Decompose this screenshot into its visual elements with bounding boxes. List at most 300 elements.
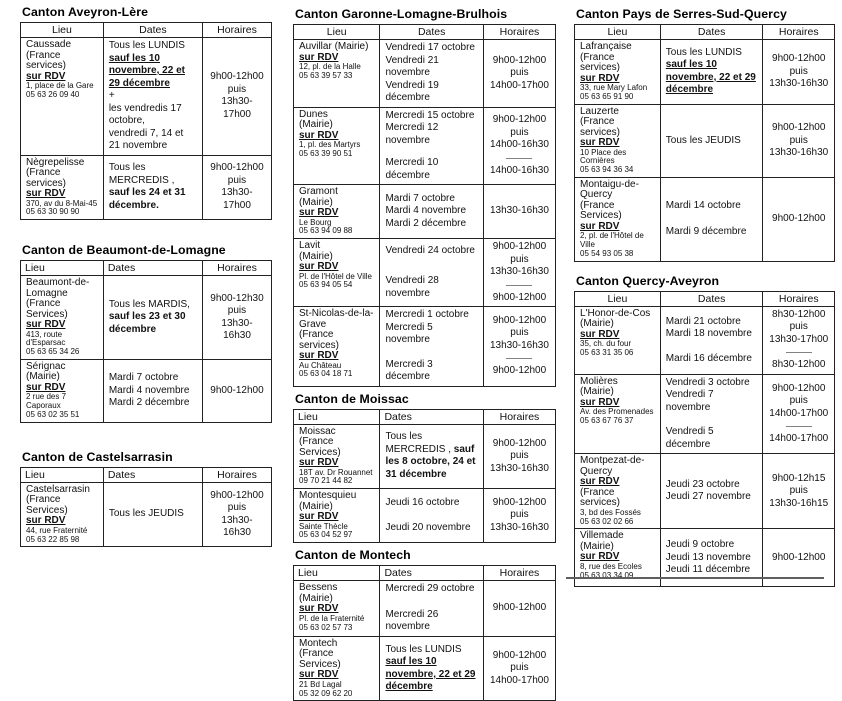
text-run: Lauzerte [580,105,619,117]
text-run: sur RDV [299,669,339,681]
header-row [294,409,556,424]
col-header-dates: Dates [660,291,763,306]
text-run: (France services) [299,329,340,351]
cell-lieu [294,307,380,387]
cell-horaires [483,307,555,387]
text-run: (Mairie) [580,386,614,398]
text-run: 9h00-12h00 puis [492,54,547,78]
text-run: sur RDV [580,220,620,232]
text-run: Mardi 4 novembre [108,384,190,396]
cell-dates [380,424,483,489]
text-run: + [108,90,115,101]
col-header-lieu: Lieu [575,25,661,40]
canton-section-castelsarrasin [20,451,272,548]
text-run: Lafrançaise [580,41,632,52]
cell-dates [660,306,763,374]
text-run: 13h30-16h30 [221,317,253,342]
text-run: Vendredi 28 novembre [385,275,439,299]
text-run: Av. des Promenades [580,407,654,417]
text-run: sur RDV [580,396,620,408]
text-run: 13h30-16h30 [489,339,549,351]
canton-section-aveyron-lere [20,6,272,220]
col-header-lieu: Lieu [294,25,380,40]
text-run: Vendredi 17 octobre [385,42,475,53]
text-run: 09 70 21 44 82 [299,476,353,486]
cell-lieu [21,38,104,156]
col-header-horaires: Horaires [202,261,271,276]
text-run: 9h00-12h00 puis [772,382,826,407]
row-lavit [294,239,556,307]
text-run: 9h00-12h00 puis [210,489,264,514]
text-run: Auvillar (Mairie) [299,41,369,52]
text-run: 05 63 26 09 40 [26,89,80,99]
row-gramont [294,185,556,239]
canton-section-pays-de-serres-sud-quercy [574,8,835,262]
header-row [294,566,556,581]
text-run: 14h00-17h00 [769,433,829,445]
text-run: 21 Bd Lagal [299,679,342,689]
canton-title: Canton de Castelsarrasin [22,449,173,464]
text-run: Montech [299,637,338,649]
horaires-divider-line [506,285,532,286]
canton-section-montech [293,549,556,701]
schedule-table [574,291,835,588]
schedule-table [20,467,272,548]
text-run: Au Château [299,360,342,370]
col-header-horaires: Horaires [202,467,271,482]
cell-lieu [294,489,380,543]
col-header-lieu: Lieu [21,467,104,482]
schedule-table [574,24,835,262]
text-run: 05 63 30 90 90 [26,207,80,217]
text-run: 05 54 93 05 38 [580,249,634,259]
col-header-dates: Dates [103,467,202,482]
text-run: sur RDV [580,328,620,340]
cell-dates [103,38,202,156]
text-run: (France services) [26,167,67,189]
column-right [574,8,835,587]
text-run: sur RDV [26,70,66,82]
text-run: 05 63 65 91 90 [580,91,634,101]
cell-lieu [21,155,104,220]
spacer [385,596,477,609]
cell-lieu [575,177,661,261]
text-run: (Mairie) [299,500,333,512]
text-run: Tous les MARDIS, [108,298,190,310]
cell-horaires [483,40,555,108]
text-run: Mardi 4 novembre [385,205,467,217]
row-l-honor-de-cos [575,306,835,374]
cell-lieu [294,636,380,701]
text-run: 1, pl. des Martyrs [299,140,361,149]
text-run: sur RDV [299,603,339,615]
text-run: Mardi 9 décembre [665,225,747,237]
text-run: 9h00-12h00 puis [492,314,547,339]
text-run: 9h00-12h00 [492,365,547,377]
text-run: 13h30-16h30 [769,147,829,159]
text-run: 14h00-16h30 [489,139,549,151]
cell-dates [660,374,763,454]
cell-dates [380,185,483,239]
text-run: Mardi 7 octobre [108,372,179,384]
text-run: 9h00-12h00 puis [492,241,547,265]
text-run: Mercredi 29 octobre [385,583,475,595]
col-header-dates: Dates [660,25,763,40]
row-beaumont-de-lomagne [21,276,272,360]
text-run: sur RDV [26,319,66,331]
canton-title: Canton Garonne-Lomagne-Brulhois [295,7,508,21]
text-run: 13h30-16h30 [489,205,549,217]
canton-title: Canton de Beaumont-de-Lomagne [22,243,226,258]
text-run: sauf les 23 et 30 décembre [108,311,186,335]
text-run: 9h00-12h00 puis [492,649,547,674]
cell-horaires [763,454,835,529]
col-header-dates: Dates [380,409,483,424]
cell-lieu [575,40,661,105]
row-auvillar [294,40,556,108]
row-st-nicolas-de-la-grave [294,307,556,387]
header-row [294,25,556,40]
text-run: Beaumont-de-Lomagne [26,277,90,299]
text-run: Mercredi 5 novembre [385,321,433,346]
text-run: sauf les 8 octobre, 24 et 31 décembre [385,443,476,480]
text-run: (Mairie) [580,318,614,330]
cell-dates [103,276,202,360]
text-run: Mercredi 1 octobre [385,309,469,321]
row-dunes [294,107,556,185]
row-montesquieu [294,489,556,543]
text-run: (Mairie) [299,196,333,208]
text-run: (France services) [580,116,621,138]
text-run: sur RDV [299,457,339,469]
text-run: 13h30-16h15 [769,497,829,509]
col-header-lieu: Lieu [294,409,380,424]
cell-lieu [294,424,380,489]
text-run: sur RDV [299,51,339,63]
spacer [385,147,477,157]
text-run: 13h30-16h30 [489,266,549,278]
text-run: 3, bd des Fossés [580,507,641,517]
cell-lieu [575,374,661,454]
text-run: Vendredi 7 novembre [665,389,714,413]
text-run: 05 63 31 35 06 [580,348,634,358]
cell-dates [660,454,763,529]
text-run: 44, rue Fraternité [26,525,88,535]
cell-horaires [202,155,271,220]
schedule-table [293,409,556,544]
column-middle [293,8,556,701]
horaires-divider-line [786,426,812,427]
schedule-table [20,22,272,220]
text-run: 2, pl. de l'Hôtel de Ville [580,231,644,250]
text-run: Sérignac [26,360,66,372]
col-header-horaires: Horaires [483,409,555,424]
text-run: 9h00-12h00 [492,602,547,614]
header-row [21,23,272,38]
spacer [385,509,477,522]
horaires-divider-line [506,158,532,159]
text-run: Mercredi 12 novembre [385,122,439,146]
text-run: Mercredi 3 décembre [385,358,433,383]
text-run: 05 63 94 09 88 [299,226,353,236]
text-run: Caussade [26,39,72,50]
row-lauzerte [575,104,835,177]
spacer [666,341,758,353]
text-run: Nègrepelisse [26,156,85,168]
text-run: 05 63 02 35 51 [26,410,80,420]
cell-horaires [483,581,555,637]
text-run: Molières [580,375,618,387]
text-run: 10 Place des Cornières [580,147,627,166]
text-run: 370, av du 8-Mai-45 [26,198,98,208]
text-run: 05 63 65 34 26 [26,347,80,357]
row-molieres [575,374,835,454]
row-moissac [294,424,556,489]
text-run: 9h00-12h15 puis [772,472,826,497]
cell-lieu [294,239,380,307]
text-run: 9h00-12h00 [772,551,826,563]
cell-horaires [202,359,271,422]
schedule-table [20,260,272,423]
cell-lieu [21,276,104,360]
text-run: 2 rue des 7 Caporaux [26,392,67,411]
row-serignac [21,359,272,422]
text-run: 8, rue des Ecoles [580,561,642,571]
col-header-horaires: Horaires [483,25,555,40]
text-run: Mercredi 15 octobre [385,109,475,121]
spacer [385,347,477,359]
text-run: 05 63 02 57 73 [299,622,353,632]
text-run: Montpezat-de-Quercy [580,455,645,477]
text-run: (France services) [26,49,67,71]
cell-dates [380,307,483,387]
cell-dates [660,40,763,105]
text-run: (France services) [580,51,621,73]
text-run: Montesquieu [299,490,357,502]
text-run: 05 63 94 05 54 [299,280,353,290]
text-run: Villemade [580,530,624,542]
row-montech [294,636,556,701]
text-run: 05 63 67 76 37 [580,416,634,426]
text-run: Tous les LUNDIS [665,46,742,58]
text-run: 413, route d'Esparsac [26,329,66,348]
cell-lieu [575,104,661,177]
text-run: Montaigu-de-Quercy [580,178,639,201]
text-run: Sainte Thècle [299,521,348,531]
cell-dates [103,155,202,220]
row-bessens [294,581,556,637]
cell-horaires [763,40,835,105]
spacer [666,213,758,226]
cell-lieu [21,482,104,547]
text-run: Bessens [299,582,338,594]
col-header-dates: Dates [380,566,483,581]
text-run: 14h00-17h00 [489,79,549,91]
text-run: Lavit [299,240,321,252]
text-run: (Mairie) [299,119,333,130]
text-run: 14h00-17h00 [489,674,549,686]
row-montpezat-de-quercy [575,454,835,529]
cell-dates [660,104,763,177]
text-run: Mardi 14 octobre [665,200,741,212]
canton-title: Canton Aveyron-Lère [22,5,149,19]
text-run: 13h30-16h30 [489,462,549,474]
horaires-divider-line [786,352,812,353]
text-run: Vendredi 5 décembre [665,426,714,450]
canton-section-quercy-aveyron [574,275,835,588]
text-run: 05 63 04 18 71 [299,369,353,379]
text-run: sur RDV [26,381,66,393]
text-run: Tous les JEUDIS [665,134,741,146]
text-run: 05 32 09 62 20 [299,688,353,698]
text-run: 8h30-12h00 puis [772,308,826,333]
text-run: 05 63 39 57 33 [299,70,353,80]
canton-section-moissac [293,393,556,544]
text-run: sur RDV [580,551,620,563]
text-run: Jeudi 16 octobre [385,496,460,508]
cell-lieu [575,306,661,374]
schedule-table [293,565,556,701]
text-run: 05 63 22 85 98 [26,534,80,544]
text-run: Jeudi 11 décembre [665,564,751,576]
text-run: 05 63 04 52 97 [299,530,353,540]
cell-dates [380,40,483,108]
text-run: 9h00-12h00 [210,384,264,396]
col-header-horaires: Horaires [763,291,835,306]
cell-horaires [483,636,555,701]
text-run: 9h00-12h00 puis [492,496,547,521]
text-run: 13h30-17h00 [221,96,253,120]
text-run: Pl. de la Fraternité [299,613,365,623]
text-run: sur RDV [580,476,620,488]
text-run: sauf les 10 novembre, 22 et 29 décembre [108,52,185,89]
text-run: 9h00-12h00 puis [210,162,264,186]
cell-lieu [294,107,380,185]
text-run: Vendredi 24 octobre [385,244,475,256]
text-run: Castelsarrasin [26,483,90,495]
text-run: Tous les JEUDIS [108,508,184,520]
text-run: sur RDV [299,129,339,141]
text-run: Jeudi 13 novembre [665,551,751,563]
text-run: 9h00-12h00 puis [492,437,547,462]
cell-dates [380,239,483,307]
column-left [20,6,272,547]
text-run: (Mairie) [299,592,333,604]
text-run: 14h00-17h00 [769,407,829,419]
cell-horaires [763,306,835,374]
header-row [21,261,272,276]
canton-title: Canton Quercy-Aveyron [576,273,720,288]
cell-dates [660,177,763,261]
spacer [666,414,758,426]
text-run: 18T av. Dr Rouannet [299,467,373,477]
col-header-dates: Dates [103,23,202,38]
cell-horaires [763,374,835,454]
text-run: sauf les 24 et 31 décembre. [108,187,186,211]
text-run: Mercredi 10 décembre [385,157,439,181]
canton-title: Canton Pays de Serres-Sud-Quercy [576,7,787,21]
text-run: Mardi 2 décembre [385,217,467,229]
text-run: Mardi 21 octobre [665,315,741,327]
text-run: 9h00-12h30 puis [210,292,264,317]
spacer [385,257,477,275]
text-run: sur RDV [299,207,339,218]
text-run: 9h00-12h00 puis [492,114,547,138]
text-run: 05 63 39 90 51 [299,148,353,158]
text-run: Moissac [299,425,336,437]
col-header-horaires: Horaires [202,23,271,38]
cell-horaires [483,107,555,185]
col-header-lieu: Lieu [21,261,104,276]
col-header-lieu: Lieu [575,291,661,306]
text-run: 9h00-12h00 [492,291,547,303]
text-run: (Mairie) [26,371,60,383]
text-run: 05 63 03 34 09 [580,570,634,580]
cell-lieu [575,454,661,529]
text-run: 14h00-16h30 [489,164,549,176]
cell-lieu [294,185,380,239]
text-run: Vendredi 21 novembre [385,54,439,78]
text-run: 35, ch. du four [580,339,632,349]
text-run: 13h30-17h00 [769,333,829,345]
text-run: (Mairie) [580,540,614,552]
text-run: Jeudi 27 novembre [665,491,751,503]
text-run: Tous les MERCREDIS , [385,431,454,455]
canton-title: Canton de Montech [295,548,411,563]
col-header-lieu: Lieu [294,566,380,581]
text-run: Mardi 16 décembre [665,352,752,364]
text-run: sauf les 10 novembre, 22 et 29 décembre [665,59,756,96]
row-caussade [21,38,272,156]
text-run: St-Nicolas-de-la-Grave [299,308,374,330]
text-run: Pl. de l'Hôtel de Ville [299,271,372,281]
text-run: 12, pl. de la Halle [299,62,361,71]
text-run: sur RDV [299,511,339,523]
canton-section-garonne-lomagne-brulhois [293,8,556,387]
text-run: Jeudi 9 octobre [665,539,735,551]
col-header-dates: Dates [380,25,483,40]
text-run: (France Services) [26,494,68,516]
text-run: 13h30-16h30 [221,514,253,539]
text-run: 1, place de la Gare [26,81,94,90]
text-run: 9h00-12h00 [772,213,826,225]
text-run: Vendredi 19 décembre [385,79,439,103]
text-run: Vendredi 3 octobre [665,376,750,388]
text-run: Jeudi 23 octobre [665,478,740,490]
cell-dates [380,581,483,637]
text-run: 9h00-12h00 puis [210,71,264,95]
text-run: Tous les MERCREDIS , [108,162,175,186]
text-run: sur RDV [580,137,620,149]
cell-dates [380,107,483,185]
cell-lieu [21,359,104,422]
row-montaigu-de-quercy [575,177,835,261]
cell-horaires [483,489,555,543]
text-run: 13h30-16h30 [769,78,829,90]
cell-horaires [763,104,835,177]
text-run: 13h30-16h30 [489,521,549,533]
col-header-lieu: Lieu [21,23,104,38]
cell-horaires [763,177,835,261]
text-run: 9h00-12h00 puis [772,122,826,146]
cell-horaires [202,38,271,156]
text-run: Mardi 2 décembre [108,397,190,409]
text-run: Le Bourg [299,217,332,227]
text-run: (France Services) [580,199,622,222]
header-row [21,467,272,482]
text-run: 9h00-12h00 puis [772,53,826,77]
text-run: sur RDV [26,515,66,527]
